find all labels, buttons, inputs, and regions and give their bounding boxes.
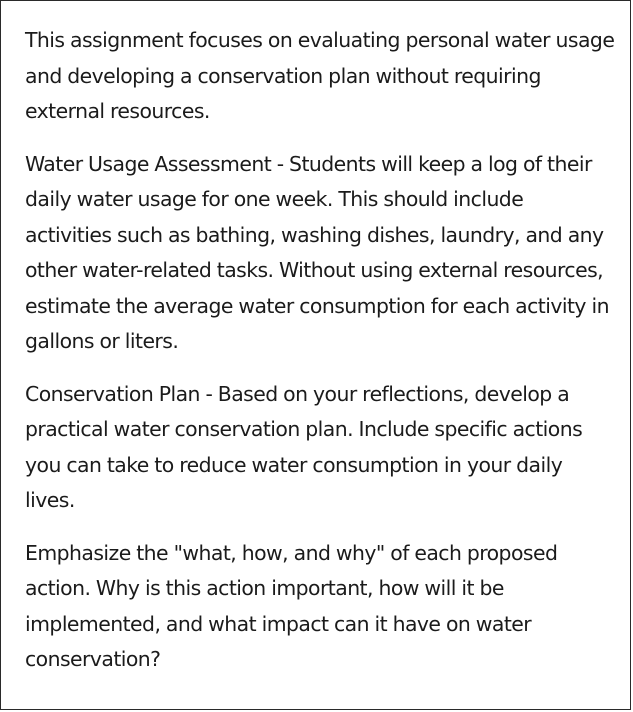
conservation-plan-paragraph: Conservation Plan - Based on your reflections, develop a practical water conservation plan. Include specific actions you can take to reduce water consumption in your daily lives.	[25, 381, 583, 512]
document-body	[25, 23, 615, 695]
emphasize-paragraph: Emphasize the "what, how, and why" of each proposed action. Why is this action important, how will it be implemented, and what impact can it have on water conservation?	[25, 540, 558, 671]
water-usage-assessment-paragraph: Water Usage Assessment - Students will keep a log of their daily water usage for one week. This should include activities such as bathing, washing dishes, laundry, and any other water-related tasks. Without using external resources, estimate the average water consumption for each activity in gallons or liters.	[25, 151, 609, 353]
intro-paragraph: This assignment focuses on evaluating personal water usage and developing a conservation plan without requiring external resources.	[25, 28, 615, 123]
